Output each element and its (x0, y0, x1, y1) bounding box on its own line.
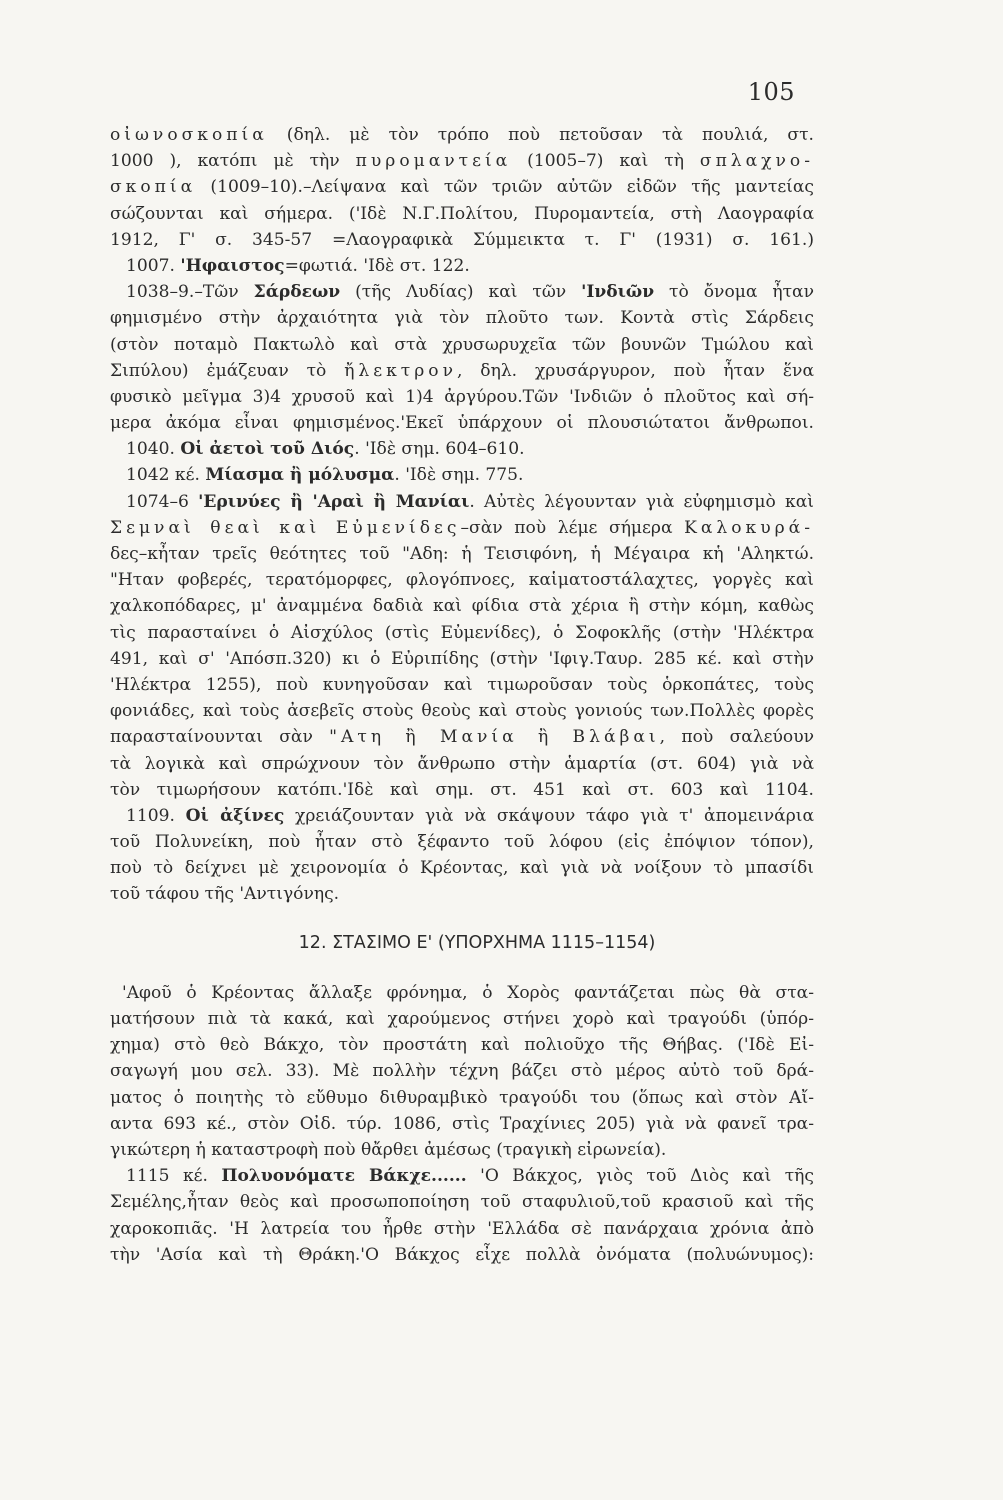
text-run: =φωτιά. 'Ιδὲ στ. 122. (284, 255, 470, 276)
text-run: –σὰν ποὺ λέμε σήμερα (460, 517, 685, 538)
text-run: ματος ὁ ποιητὴς τὸ εὔθυμο διθυραμβικὸ τραγούδι του (ὅπως καὶ στὸν Αἴ- (110, 1087, 814, 1108)
notes-line (110, 515, 814, 541)
spaced-term: ἤλεκτρον (344, 360, 457, 381)
notes-line (110, 201, 814, 227)
text-run: 1038–9.–Τῶν (126, 282, 254, 303)
text-run: 'Ο Βάκχος, γιὸς τοῦ Διὸς καὶ τῆς (466, 1166, 814, 1187)
bold-term: 'Ινδιῶν (581, 282, 655, 303)
text-run: χαλκοπόδαρες, μ' ἀναμμένα δαδιὰ καὶ φίδια στὰ χέρια ἢ στὴν κόμη, καθὼς (110, 596, 814, 617)
bold-term: 'Ηφαιστος (180, 255, 285, 276)
spaced-term: Καλοκυρά- (684, 517, 814, 538)
notes-line (110, 698, 814, 724)
text-run: . Αὐτὲς λέγουνταν γιὰ εὐφημισμὸ καὶ (469, 491, 814, 512)
text-run: . 'Ιδὲ σημ. 604–610. (354, 439, 525, 460)
text-run: τοῦ Πολυνείκη, ποὺ ἦταν στὸ ξέφαντο τοῦ λόφου (εἰς ἐπόψιον τόπον), (110, 832, 814, 853)
stasimo-line (110, 1111, 814, 1137)
stasimo-line (110, 1058, 814, 1084)
spaced-term: "Ατη ἢ Μανία ἢ Βλάβαι (329, 727, 660, 748)
notes-line (110, 253, 814, 279)
bold-term: Μίασμα ἢ μόλυσμα (205, 465, 395, 486)
stasimo-line (110, 1242, 814, 1268)
text-run: 1000 ), κατόπι μὲ τὴν (110, 151, 356, 172)
notes-line (110, 410, 814, 436)
notes-line (110, 436, 814, 462)
stasimo-block (110, 980, 814, 1268)
bold-term: Σάρδεων (253, 282, 341, 303)
notes-line (110, 174, 814, 200)
text-run: 1040. (126, 439, 181, 460)
notes-line (110, 384, 814, 410)
bold-term: Οἱ ἀετοὶ τοῦ Διός (180, 439, 355, 460)
notes-line (110, 881, 814, 907)
text-run: αντα 693 κέ., στὸν Οἰδ. τύρ. 1086, στὶς Τραχίνιες 205) γιὰ νὰ φανεῖ τρα- (110, 1113, 814, 1134)
text-run: 1042 κέ. (126, 465, 206, 486)
notes-line (110, 724, 814, 750)
text-run: (τῆς Λυδίας) καὶ τῶν (340, 282, 582, 303)
text-run: (δηλ. μὲ τὸν τρόπο ποὺ πετοῦσαν τὰ πουλιά, στ. (267, 125, 814, 145)
notes-line (110, 279, 814, 305)
text-run: χαροκοπιᾶς. 'Η λατρεία του ἦρθε στὴν 'Ελλάδα σὲ πανάρχαια χρόνια ἀπὸ (110, 1218, 814, 1239)
text-run: φονιάδες, καὶ τοὺς ἀσεβεῖς στοὺς θεοὺς καὶ στοὺς γονιούς των.Πολλὲς φορὲς (110, 701, 814, 722)
notes-line (110, 122, 814, 148)
text-run: 491, καὶ σ' 'Απόσπ.320) κι ὁ Εὐριπίδης (στὴν 'Ιφιγ.Ταυρ. 285 κέ. καὶ στὴν (110, 648, 814, 669)
bold-term: 'Ερινύες ἢ 'Αραὶ ἢ Μανίαι (198, 491, 470, 512)
text-run: χρειάζουνταν γιὰ νὰ σκάψουν τάφο γιὰ τ' ἀπομεινάρια (284, 805, 814, 826)
text-run: παρασταίνουνται σὰν (110, 727, 330, 748)
notes-line (110, 777, 814, 803)
spaced-term: πυρομαντεία (355, 151, 512, 172)
notes-line (110, 855, 814, 881)
notes-line (110, 227, 814, 253)
text-run: 'Ηλέκτρα 1255), ποὺ κυνηγοῦσαν καὶ τιμωροῦσαν τοὺς ὁρκοπάτες, τοὺς (110, 674, 814, 695)
notes-line (110, 803, 814, 829)
notes-line (110, 829, 814, 855)
stasimo-line (110, 1189, 814, 1215)
notes-block (110, 122, 814, 908)
notes-line (110, 541, 814, 567)
text-run: 'Αφοῦ ὁ Κρέοντας ἄλλαξε φρόνημα, ὁ Χορὸς φαντάζεται πὼς θὰ στα- (122, 982, 814, 1003)
stasimo-line (110, 1137, 814, 1163)
stasimo-line (110, 1163, 814, 1189)
stasimo-line (110, 980, 814, 1006)
text-run: 1074–6 (126, 491, 199, 512)
text-run: φυσικὸ μεῖγμα 3)4 χρυσοῦ καὶ 1)4 ἀργύρου.Τῶν 'Ινδιῶν ὁ πλοῦτος καὶ σή- (110, 386, 814, 407)
notes-line (110, 489, 814, 515)
section-heading: 12. ΣΤΑΣΙΜΟ Ε' (ΥΠΟΡΧΗΜΑ 1115–1154) (298, 932, 656, 953)
text-run: , δηλ. χρυσάργυρον, ποὺ ἦταν ἕνα (457, 360, 814, 381)
text-run: ποὺ τὸ δείχνει μὲ χειρονομία ὁ Κρέοντας, καὶ γιὰ νὰ νοίξουν τὸ μπασίδι (110, 858, 814, 879)
text-run: 1912, Γ' σ. 345-57 =Λαογραφικὰ Σύμμεικτα τ. Γ' (1931) σ. 161.) (110, 229, 814, 250)
text-run: τοῦ τάφου τῆς 'Αντιγόνης. (110, 884, 340, 905)
spaced-term: οἰωνοσκοπία (110, 125, 268, 145)
text-run: (1009–10).–Λείψανα καὶ τῶν τριῶν αὐτῶν εἰδῶν τῆς μαντείας (196, 177, 814, 198)
notes-line (110, 593, 814, 619)
text-run: τὸν τιμωρήσουν κατόπι.'Ιδὲ καὶ σημ. στ. 451 καὶ στ. 603 καὶ 1104. (110, 779, 814, 800)
bold-term: Οἱ ἀξίνες (185, 805, 285, 826)
text-run: σώζουνται καὶ σήμερα. ('Ιδὲ Ν.Γ.Πολίτου, Πυρομαντεία, στὴ Λαογραφία (110, 203, 814, 224)
text-run: φημισμένο στὴν ἀρχαιότητα γιὰ τὸν πλοῦτο των. Κοντὰ στὶς Σάρδεις (110, 308, 814, 329)
text-run: μερα ἀκόμα εἶναι φημισμένος.'Εκεῖ ὑπάρχουν οἱ πλουσιώτατοι ἄνθρωποι. (110, 413, 814, 434)
text-run: τὶς παρασταίνει ὁ Αἰσχύλος (στὶς Εὐμενίδες), ὁ Σοφοκλῆς (στὴν 'Ηλέκτρα (110, 622, 814, 643)
bold-term: Πολυονόματε Βάκχε...... (221, 1166, 467, 1187)
stasimo-line (110, 1216, 814, 1242)
notes-line (110, 332, 814, 358)
notes-line (110, 751, 814, 777)
notes-line (110, 567, 814, 593)
notes-line (110, 358, 814, 384)
text-run: σαγωγή μου σελ. 33). Μὲ πολλὴν τέχνη βάζει στὸ μέρος αὐτὸ τοῦ δρά- (110, 1061, 814, 1082)
text-run: τὴν 'Ασία καὶ τὴ Θράκη.'Ο Βάκχος εἶχε πολλὰ ὀνόματα (πολυώνυμος): (110, 1244, 814, 1265)
text-run: δες–κἦταν τρεῖς θεότητες τοῦ "Αδη: ἡ Τεισιφόνη, ἡ Μέγαιρα κἡ 'Αληκτώ. (110, 544, 814, 564)
text-run: , ποὺ σαλεύουν (659, 727, 814, 748)
notes-line (110, 462, 814, 488)
text-run: 1007. (126, 255, 181, 276)
notes-line (110, 646, 814, 672)
text-run: (1005–7) καὶ τὴ (511, 151, 700, 172)
text-run: ματήσουν πιὰ τὰ κακά, καὶ χαρούμενος στήνει χορὸ καὶ τραγούδι (ὑπόρ- (110, 1009, 814, 1029)
spaced-term: σπλαχνο- (699, 151, 814, 172)
text-run: Σεμέλης,ἦταν θεὸς καὶ προσωποποίηση τοῦ σταφυλιοῦ,τοῦ κρασιοῦ καὶ τῆς (110, 1192, 814, 1213)
spaced-term: σκοπία (110, 177, 197, 198)
stasimo-line (110, 1085, 814, 1111)
commentary-text (110, 122, 814, 1268)
notes-line (110, 305, 814, 331)
text-run: τὰ λογικὰ καὶ σπρώχνουν τὸν ἄνθρωπο στὴν ἁμαρτία (στ. 604) γιὰ νὰ (110, 753, 814, 774)
stasimo-line (110, 1032, 814, 1058)
text-run: 1115 κέ. (126, 1166, 222, 1187)
text-run: "Ηταν φοβερές, τερατόμορφες, φλογόπνοες, καἱματοστάλαχτες, γοργὲς καὶ (110, 570, 814, 591)
text-run: (στὸν ποταμὸ Πακτωλὸ καὶ στὰ χρυσωρυχεῖα τῶν βουνῶν Τμώλου καὶ (110, 334, 814, 355)
stasimo-line (110, 1006, 814, 1032)
notes-line (110, 148, 814, 174)
text-run: γικώτερη ἡ καταστροφὴ ποὺ θἄρθει ἀμέσως (τραγικὴ εἰρωνεία). (110, 1139, 667, 1160)
text-run: Σιπύλου) ἐμάζευαν τὸ (110, 360, 345, 381)
text-run: χημα) στὸ θεὸ Βάκχο, τὸν προστάτη καὶ πολιοῦχο τῆς Θήβας. ('Ιδὲ Εἰ- (110, 1035, 814, 1056)
text-run: 1109. (126, 805, 186, 826)
text-run: τὸ ὄνομα ἦταν (654, 282, 814, 303)
notes-line (110, 672, 814, 698)
spaced-term: Σεμναὶ θεαὶ καὶ Εὐμενίδες (110, 517, 461, 538)
page-number: 105 (747, 78, 795, 106)
notes-line (110, 620, 814, 646)
text-run: . 'Ιδὲ σημ. 775. (394, 465, 524, 486)
